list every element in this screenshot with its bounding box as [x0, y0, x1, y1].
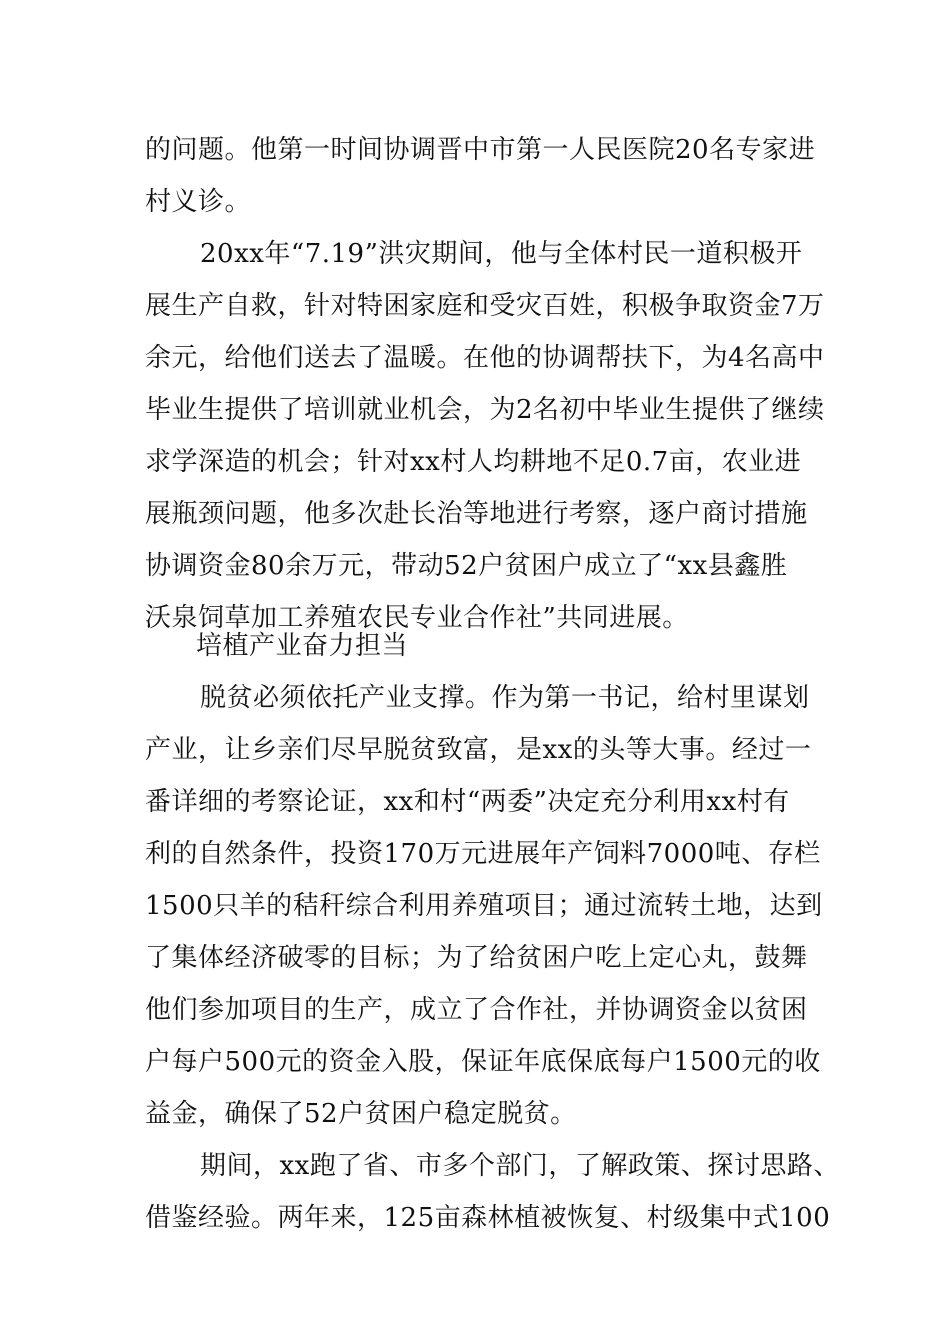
section-heading: 培植产业奋力担当: [196, 631, 409, 661]
text-line: 余元，给他们送去了温暖。在他的协调帮扶下，为4名高中: [145, 343, 825, 373]
text-line: 益金，确保了52户贫困户稳定脱贫。: [145, 1099, 577, 1129]
text-line: 沃泉饲草加工养殖农民专业合作社”共同进展。: [145, 603, 689, 633]
text-line: 1500只羊的秸秆综合利用养殖项目；通过流转土地，达到: [145, 891, 823, 921]
text-line: 产业，让乡亲们尽早脱贫致富，是xx的头等大事。经过一: [145, 735, 812, 765]
text-line: 村义诊。: [145, 187, 252, 217]
paragraph-first-line: 脱贫必须依托产业支撑。作为第一书记，给村里谋划: [200, 683, 810, 713]
text-line: 展瓶颈问题，他多次赴长治等地进行考察，逐户商讨措施: [145, 499, 808, 529]
text-line: 毕业生提供了培训就业机会，为2名初中毕业生提供了继续: [145, 395, 825, 425]
text-line: 利的自然条件，投资170万元进展年产饲料7000吨、存栏: [145, 839, 821, 869]
text-line: 他们参加项目的生产，成立了合作社，并协调资金以贫困: [145, 995, 808, 1025]
text-line: 户每户500元的资金入股，保证年底保底每户1500元的收: [145, 1047, 821, 1077]
text-line: 协调资金80余万元，带动52户贫困户成立了“xx县鑫胜: [145, 551, 788, 581]
paragraph-first-line: 期间，xx跑了省、市多个部门，了解政策、探讨思路、: [200, 1151, 840, 1181]
paragraph-first-line: 20xx年“7.19”洪灾期间，他与全体村民一道积极开: [200, 239, 803, 269]
text-line: 的问题。他第一时间协调晋中市第一人民医院20名专家进: [145, 135, 816, 165]
text-line: 求学深造的机会；针对xx村人均耕地不足0.7亩，农业进: [145, 447, 802, 477]
text-line: 展生产自救，针对特困家庭和受灾百姓，积极争取资金7万: [145, 291, 825, 321]
text-line: 借鉴经验。两年来，125亩森林植被恢复、村级集中式100: [145, 1203, 831, 1233]
text-line: 番详细的考察论证，xx和村“两委”决定充分利用xx村有: [145, 787, 790, 817]
text-line: 了集体经济破零的目标；为了给贫困户吃上定心丸，鼓舞: [145, 943, 808, 973]
